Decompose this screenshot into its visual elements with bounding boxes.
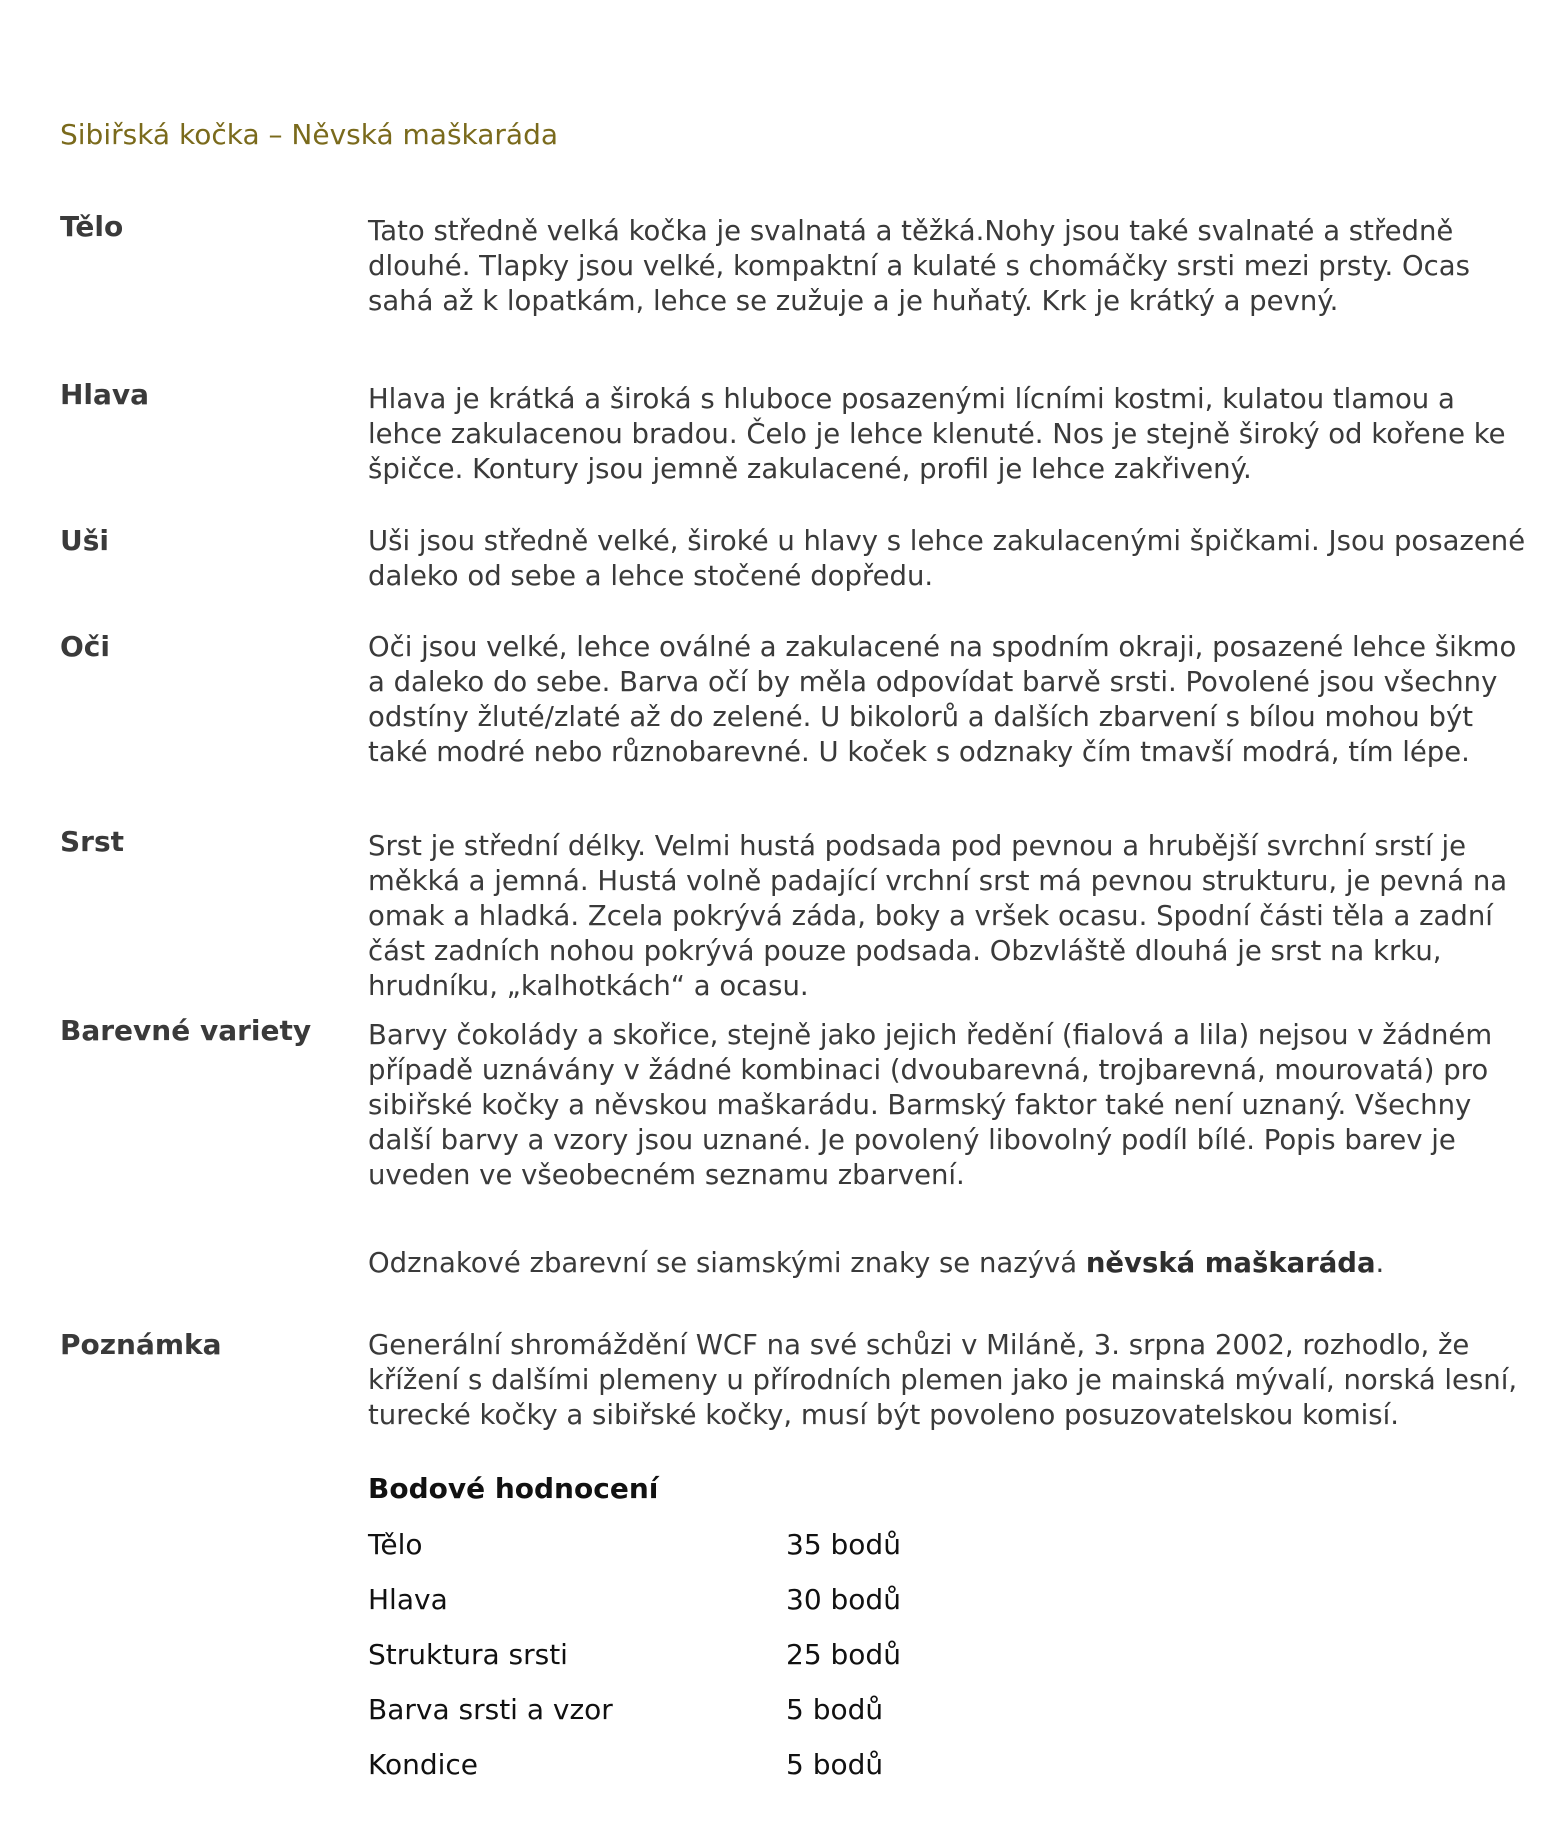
scoring-row-value: 35 bodů: [786, 1528, 901, 1561]
scoring-row-value: 25 bodů: [786, 1638, 901, 1671]
section-label: Poznámka: [60, 1328, 222, 1361]
scoring-row-value: 30 bodů: [786, 1583, 901, 1616]
scoring-row-name: Barva srsti a vzor: [368, 1693, 613, 1726]
page-title: Sibiřská kočka – Něvská maškaráda: [60, 118, 559, 151]
scoring-row: [368, 1583, 1168, 1623]
section-text: Tato středně velká kočka je svalnatá a těžká.Nohy jsou také svalnaté a středně dlouhé. Tlapky jsou velké, kompaktní a kulaté s chomáčky srsti mezi prsty. Ocas sahá až k lopatkám, lehce se zužuje a je huňatý. Krk je krátký a pevný.: [368, 215, 1470, 317]
scoring-title: Bodové hodnocení: [368, 1472, 659, 1505]
scoring-row: [368, 1638, 1168, 1678]
section-label: Oči: [60, 630, 110, 663]
section-label: Tělo: [60, 210, 124, 243]
scoring-row-value: 5 bodů: [786, 1693, 884, 1726]
scoring-row-value: 5 bodů: [786, 1748, 884, 1781]
scoring-row-name: Tělo: [368, 1528, 423, 1561]
section-extra-text: [368, 1246, 1528, 1281]
section-text: Srst je střední délky. Velmi hustá podsada pod pevnou a hrubější svrchní srstí je měkká a jemná. Hustá volně padající vrchní srst má pevnou strukturu, je pevná na omak a hladká. Zcela pokrývá záda, boky a vršek ocasu. Spodní části těla a zadní část zadních nohou pokrývá pouze podsada. Obzvláště dlouhá je srst na krku, hrudníku, „kalhotkách“ a ocasu.: [368, 830, 1508, 1002]
scoring-row: [368, 1748, 1168, 1788]
section-label: Uši: [60, 524, 109, 557]
scoring-row-name: Kondice: [368, 1748, 479, 1781]
scoring-row-name: Hlava: [368, 1583, 448, 1616]
section-text: Generální shromáždění WCF na své schůzi v Miláně, 3. srpna 2002, rozhodlo, že křížení s dalšími plemeny u přírodních plemen jako je mainská mývalí, norská lesní, turecké kočky a sibiřské kočky, musí být povoleno posuzovatelskou komisí.: [368, 1329, 1518, 1431]
section-text: Barvy čokolády a skořice, stejně jako jejich ředění (fialová a lila) nejsou v žádném případě uznávány v žádné kombinaci (dvoubarevná, trojbarevná, mourovatá) pro sibiřské kočky a něvskou maškarádu. Barmský faktor také není uznaný. Všechny další barvy a vzory jsou uznané. Je povolený libovolný podíl bílé. Popis barev je uveden ve všeobecném seznamu zbarvení.: [368, 1019, 1493, 1191]
section-text: Hlava je krátká a široká s hluboce posazenými lícními kostmi, kulatou tlamou a lehce zakulacenou bradou. Čelo je lehce klenuté. Nos je stejně široký od kořene ke špičce. Kontury jsou jemně zakulacené, profil je lehce zakřivený.: [368, 383, 1506, 485]
section-text: Uši jsou středně velké, široké u hlavy s lehce zakulacenými špičkami. Jsou posazené daleko od sebe a lehce stočené dopředu.: [368, 525, 1526, 592]
extra-prefix: Odznakové zbarevní se siamskými znaky se nazývá: [368, 1247, 1086, 1279]
section-text: Oči jsou velké, lehce oválné a zakulacené na spodním okraji, posazené lehce šikmo a daleko do sebe. Barva očí by měla odpovídat barvě srsti. Povolené jsou všechny odstíny žluté/zlaté až do zelené. U bikolorů a dalších zbarvení s bílou mohou být také modré nebo různobarevné. U koček s odznaky čím tmavší modrá, tím lépe.: [368, 631, 1517, 768]
scoring-row: [368, 1693, 1168, 1733]
section-label: Hlava: [60, 378, 150, 411]
scoring-row: [368, 1528, 1168, 1568]
section-label: Srst: [60, 825, 125, 858]
scoring-row-name: Struktura srsti: [368, 1638, 568, 1671]
section-label: Barevné variety: [60, 1014, 312, 1047]
extra-bold: něvská maškaráda: [1085, 1247, 1376, 1279]
extra-suffix: .: [1375, 1247, 1385, 1279]
